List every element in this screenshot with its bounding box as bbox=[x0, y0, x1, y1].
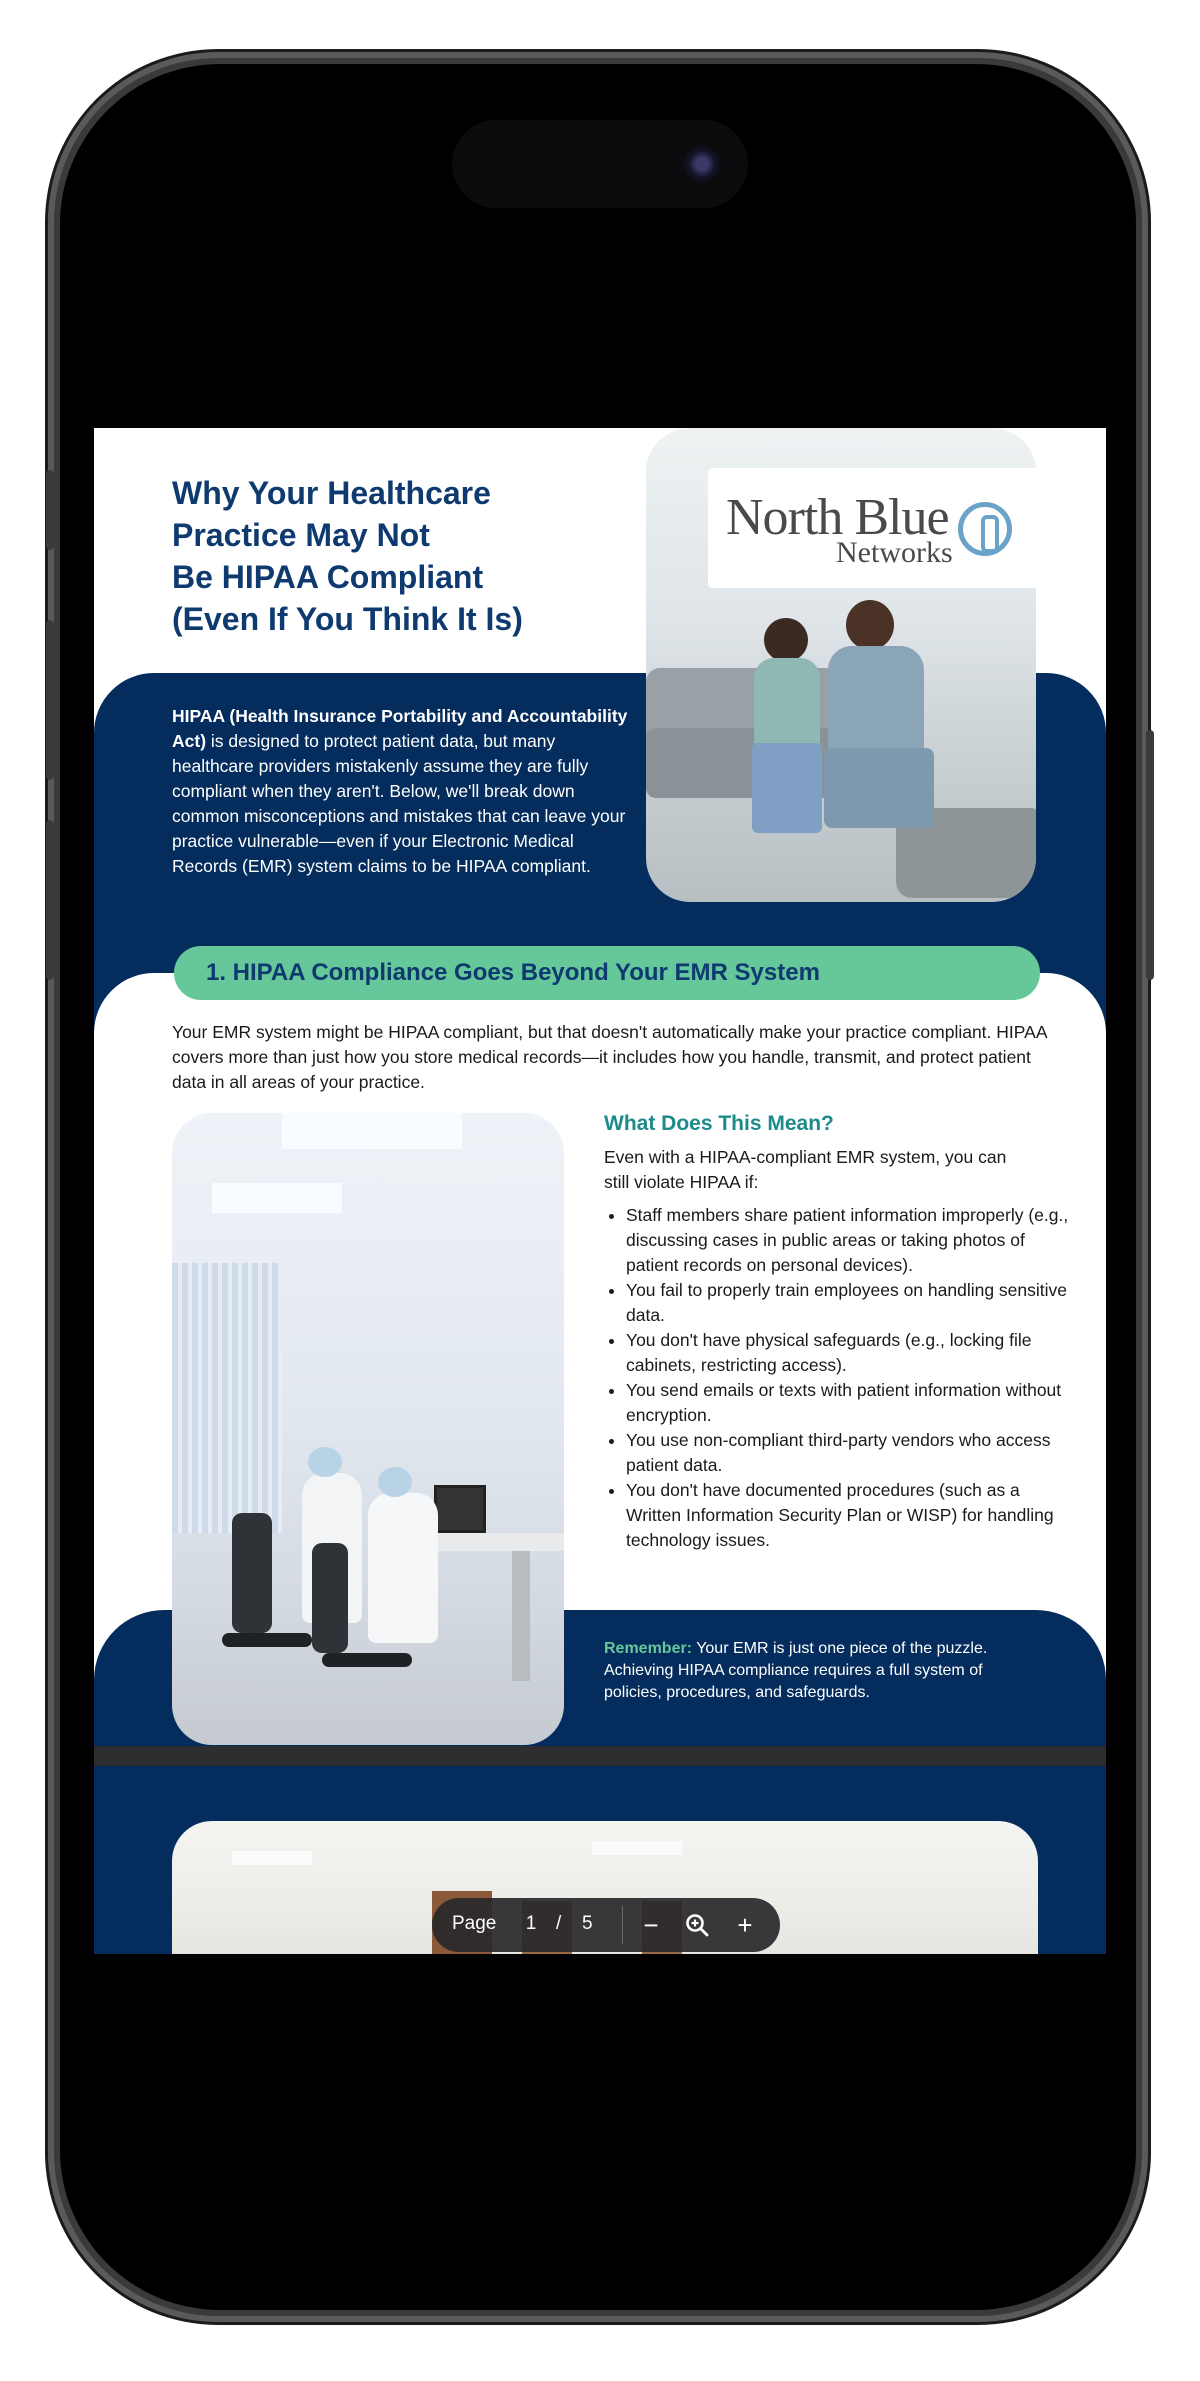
intro-bold: HIPAA (Health Insurance Portability and Accountability Act) bbox=[172, 706, 628, 751]
page-number-input[interactable]: 1 bbox=[525, 1913, 537, 1934]
lead-text: Even with a HIPAA-compliant EMR system, you can still violate HIPAA if: bbox=[604, 1147, 1007, 1192]
volume-up-button bbox=[46, 620, 54, 780]
section-body: Your EMR system might be HIPAA compliant, but that doesn't automatically make your practice compliant. HIPAA covers more than just how you store medical records—it includes how you handle, transmit, and protect patient data in all areas of your practice. bbox=[172, 1022, 1047, 1092]
document-title bbox=[172, 472, 592, 640]
intro-text: is designed to protect patient data, but many healthcare providers mistakenly assume they are fully compliant when they aren't. Below, we'll break down common misconceptions and mistakes that can leave your practice vulnerable—even if your Electronic Medical Records (EMR) system claims to be HIPAA compliant. bbox=[172, 731, 626, 876]
title-line: Why Your Healthcare bbox=[172, 475, 491, 511]
company-logo bbox=[708, 468, 1036, 588]
list-item: • You don't have documented procedures (such as a Written Information Security Plan or WISP) for handling technology issues. bbox=[626, 1478, 1076, 1553]
remember-label: Remember: bbox=[604, 1640, 693, 1657]
doctor-patient-photo bbox=[646, 428, 1036, 902]
title-line: Be HIPAA Compliant bbox=[172, 559, 484, 595]
logo-name: North Blue bbox=[726, 489, 949, 546]
remember-body: Your EMR is just one piece of the puzzle. Achieving HIPAA compliance requires a full system of policies, procedures, and safeguards. bbox=[604, 1640, 988, 1701]
violation-list bbox=[604, 1203, 1076, 1553]
volume-down-button bbox=[46, 820, 54, 980]
title-line: Practice May Not bbox=[172, 517, 430, 553]
magnifier-icon[interactable] bbox=[678, 1906, 716, 1944]
page-divider bbox=[94, 1746, 1106, 1766]
action-button bbox=[46, 470, 54, 550]
logo-subname: Networks bbox=[836, 536, 953, 569]
power-button bbox=[1146, 730, 1154, 980]
list-item: • You fail to properly train employees on handling sensitive data. bbox=[626, 1278, 1076, 1328]
title-line: (Even If You Think It Is) bbox=[172, 601, 523, 637]
zoom-in-button[interactable]: + bbox=[737, 1910, 753, 1940]
subheading: What Does This Mean? bbox=[604, 1112, 834, 1135]
remember-note bbox=[604, 1638, 1044, 1704]
pdf-viewer[interactable] bbox=[94, 428, 1106, 1954]
camera-icon bbox=[682, 144, 722, 184]
logo-mark-icon bbox=[958, 502, 1012, 556]
page-total: 5 bbox=[582, 1913, 593, 1934]
dynamic-island bbox=[452, 120, 748, 208]
list-item: • You use non-compliant third-party vendors who access patient data. bbox=[626, 1428, 1076, 1478]
toolbar-divider bbox=[622, 1906, 623, 1944]
list-item: • Staff members share patient information improperly (e.g., discussing cases in public areas or taking photos of patient records on personal devices). bbox=[626, 1203, 1076, 1278]
page-separator: / bbox=[556, 1913, 562, 1934]
page-label: Page bbox=[452, 1913, 497, 1934]
list-item: • You send emails or texts with patient information without encryption. bbox=[626, 1378, 1076, 1428]
lab-photo bbox=[172, 1113, 564, 1745]
intro-paragraph bbox=[172, 704, 632, 879]
pdf-page bbox=[94, 428, 1106, 1954]
page-toolbar bbox=[432, 1898, 780, 1952]
section-heading: 1. HIPAA Compliance Goes Beyond Your EMR System bbox=[174, 946, 1040, 1000]
zoom-out-button[interactable]: − bbox=[643, 1910, 659, 1940]
list-item: • You don't have physical safeguards (e.g., locking file cabinets, restricting access). bbox=[626, 1328, 1076, 1378]
